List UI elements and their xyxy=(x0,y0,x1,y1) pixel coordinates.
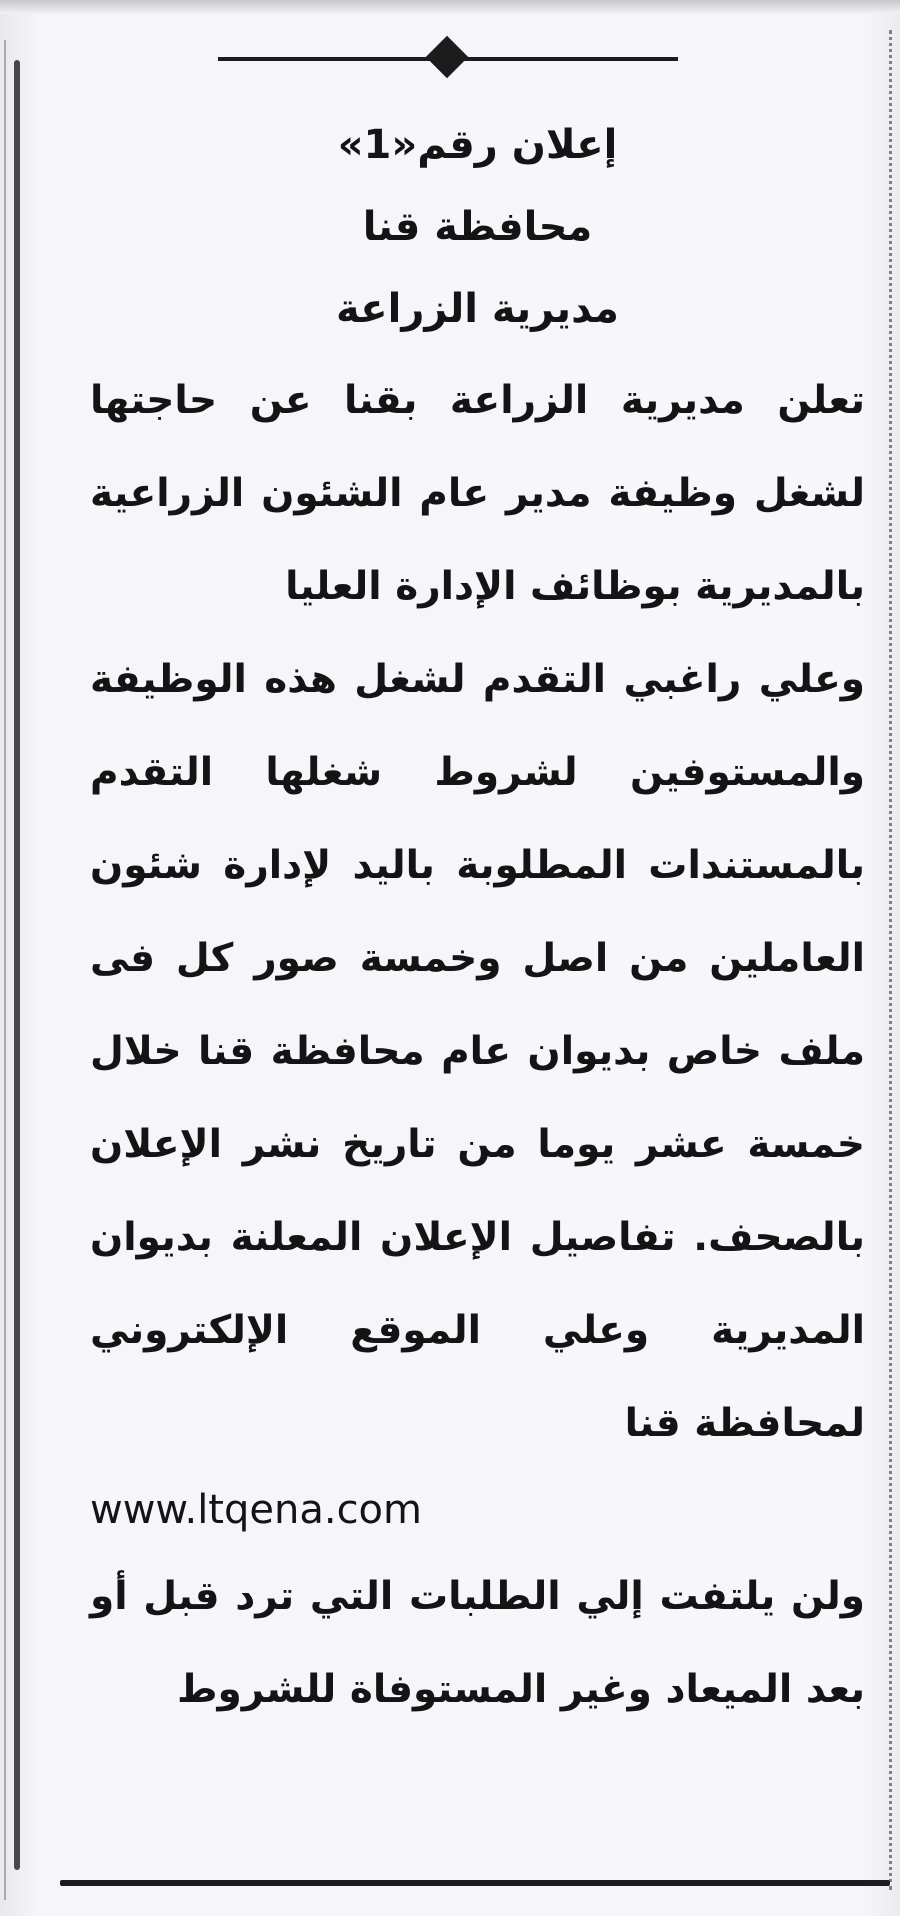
late-applications-notice: ولن يلتفت إلي الطلبات التي ترد قبل أو بعد الميعاد وغير المستوفاة للشروط xyxy=(90,1574,865,1712)
right-dotted-border xyxy=(889,30,892,1890)
ornament-diamond-icon xyxy=(426,36,468,78)
left-border-rule xyxy=(14,60,20,1870)
governorate-heading: محافظة قنا xyxy=(362,204,593,250)
left-border-thin xyxy=(4,40,6,1900)
scan-edge-shadow xyxy=(0,0,900,14)
bottom-border-rule xyxy=(60,1880,890,1886)
top-ornament-divider xyxy=(218,48,678,70)
announcement-number: إعلان رقم«1» xyxy=(337,122,618,168)
directorate-heading: مديرية الزراعة xyxy=(336,286,619,332)
website-link[interactable]: www.ltqena.com xyxy=(90,1487,422,1533)
announcement-body xyxy=(90,110,865,1736)
job-announcement-paragraph: تعلن مديرية الزراعة بقنا عن حاجتها لشغل وظيفة مدير عام الشئون الزراعية بالمديرية بوظائف الإدارة العليا xyxy=(90,378,865,609)
application-instructions-paragraph: وعلي راغبي التقدم لشغل هذه الوظيفة والمستوفين لشروط شغلها التقدم بالمستندات المطلوبة باليد لإدارة شئون العاملين من اصل وخمسة صور كل فى ملف خاص بديوان عام محافظة قنا خلال خمسة عشر يوما من تاريخ نشر الإعلان بالصحف. تفاصيل الإعلان المعلنة بديوان المديرية وعلي الموقع الإلكتروني لمحافظة قنا xyxy=(90,657,865,1446)
